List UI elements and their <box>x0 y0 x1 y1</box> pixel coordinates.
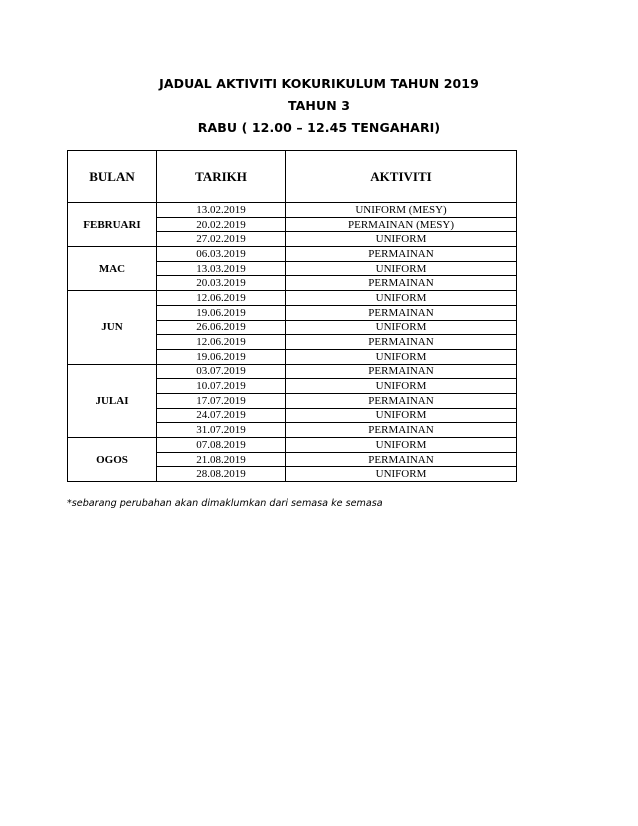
activity-cell: PERMAINAN <box>286 335 517 350</box>
column-header-activity: AKTIVITI <box>286 151 517 203</box>
activity-cell: UNIFORM <box>286 379 517 394</box>
date-cell: 19.06.2019 <box>157 305 286 320</box>
activity-cell: UNIFORM <box>286 408 517 423</box>
month-cell: OGOS <box>68 438 157 482</box>
footnote: *sebarang perubahan akan dimaklumkan dari semasa ke semasa <box>67 498 383 509</box>
date-cell: 19.06.2019 <box>157 349 286 364</box>
date-cell: 07.08.2019 <box>157 438 286 453</box>
date-cell: 12.06.2019 <box>157 291 286 306</box>
activity-cell: UNIFORM (MESY) <box>286 203 517 218</box>
date-cell: 13.03.2019 <box>157 261 286 276</box>
month-cell: JULAI <box>68 364 157 437</box>
column-header-month: BULAN <box>68 151 157 203</box>
activity-cell: PERMAINAN <box>286 305 517 320</box>
date-cell: 12.06.2019 <box>157 335 286 350</box>
date-cell: 20.02.2019 <box>157 217 286 232</box>
activity-cell: UNIFORM <box>286 320 517 335</box>
date-cell: 13.02.2019 <box>157 203 286 218</box>
date-cell: 31.07.2019 <box>157 423 286 438</box>
activity-cell: UNIFORM <box>286 261 517 276</box>
activity-cell: PERMAINAN <box>286 393 517 408</box>
date-cell: 27.02.2019 <box>157 232 286 247</box>
date-cell: 26.06.2019 <box>157 320 286 335</box>
column-header-date: TARIKH <box>157 151 286 203</box>
month-cell: JUN <box>68 291 157 364</box>
table-body <box>68 203 517 482</box>
date-cell: 20.03.2019 <box>157 276 286 291</box>
activity-cell: PERMAINAN <box>286 423 517 438</box>
document-title: JADUAL AKTIVITI KOKURIKULUM TAHUN 2019 <box>159 76 479 91</box>
table-row <box>68 291 517 306</box>
date-cell: 06.03.2019 <box>157 247 286 262</box>
document-subtitle: TAHUN 3 <box>287 98 351 113</box>
activity-cell: UNIFORM <box>286 232 517 247</box>
table-header-row <box>68 151 517 203</box>
activity-cell: PERMAINAN <box>286 364 517 379</box>
activity-cell: PERMAINAN <box>286 276 517 291</box>
date-cell: 24.07.2019 <box>157 408 286 423</box>
activity-cell: PERMAINAN (MESY) <box>286 217 517 232</box>
date-cell: 28.08.2019 <box>157 467 286 482</box>
activity-cell: PERMAINAN <box>286 452 517 467</box>
activity-cell: PERMAINAN <box>286 247 517 262</box>
activity-cell: UNIFORM <box>286 467 517 482</box>
activity-cell: UNIFORM <box>286 291 517 306</box>
table-row <box>68 247 517 262</box>
date-cell: 17.07.2019 <box>157 393 286 408</box>
activity-cell: UNIFORM <box>286 438 517 453</box>
date-cell: 03.07.2019 <box>157 364 286 379</box>
month-cell: FEBRUARI <box>68 203 157 247</box>
activity-cell: UNIFORM <box>286 349 517 364</box>
date-cell: 10.07.2019 <box>157 379 286 394</box>
table-row <box>68 438 517 453</box>
schedule-time: RABU ( 12.00 – 12.45 TENGAHARI) <box>197 120 441 135</box>
month-cell: MAC <box>68 247 157 291</box>
date-cell: 21.08.2019 <box>157 452 286 467</box>
table-row <box>68 364 517 379</box>
table-row <box>68 203 517 218</box>
activity-schedule-table <box>67 150 517 482</box>
